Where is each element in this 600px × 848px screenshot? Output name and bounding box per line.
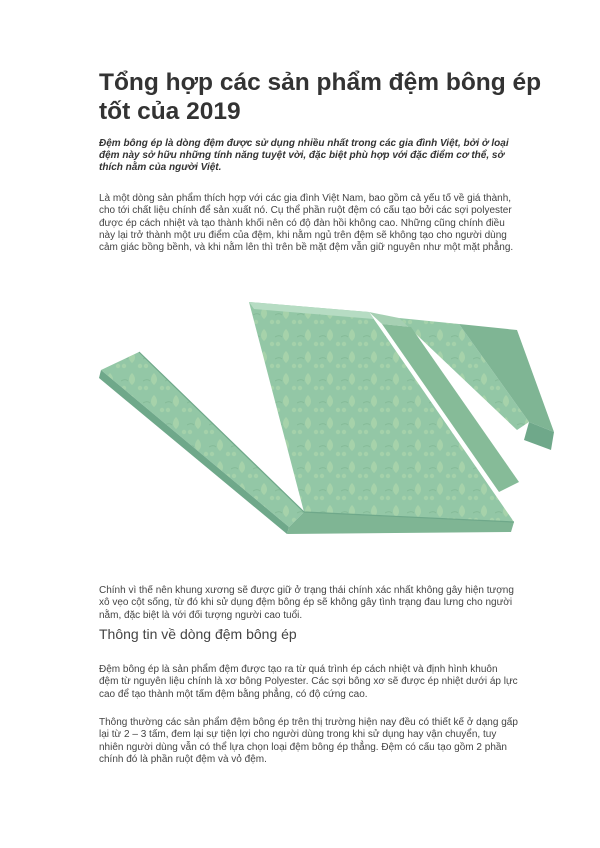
paragraph-1: Là một dòng sản phẩm thích hợp với các gia đình Việt Nam, bao gồm cả yếu tố về giá thành, cho tới chất liệu chính để sản xuất nó. Cụ thể phần ruột đệm có cấu tạo bởi các sợi polyester được ép cách nhiệt và tạo thành khối nên có độ đàn hồi không cao. Những cũng chính điều này lại trở thành một ưu điểm của đệm, khi nằm ngủ trên đệm sẽ không tạo cho người dùng cảm giác bồng bềnh, và khi nằm lên thì trên bề mặt đệm vẫn giữ nguyên như một mặt phẳng. [99, 193, 514, 254]
section-heading: Thông tin về dòng đệm bông ép [99, 626, 297, 642]
paragraph-4: Thông thường các sản phẩm đệm bông ép trên thị trường hiện nay đều có thiết kế ở dạng gấp lại từ 2 – 3 tấm, đem lại sự tiện lợi cho người dùng trong khi sử dụng hay vận chuyển, tuy nhiên người dùng vẫn có thể lựa chọn loại đệm bông ép thẳng. Đệm có cấu tạo gồm 2 phần chính đó là phần ruột đệm và vỏ đệm. [99, 717, 518, 765]
product-image [99, 282, 559, 534]
article-title: Tổng hợp các sản phẩm đệm bông ép tốt của 2019 [99, 69, 542, 125]
folded-mattress-icon [99, 282, 559, 534]
paragraph-3: Đệm bông ép là sản phẩm đệm được tạo ra từ quá trình ép cách nhiệt và định hình khuôn đệm từ nguyên liệu chính là xơ bông Polyester. Các sợi bông xơ sẽ được ép nhiệt dưới áp lực cao để tạo thành một tấm đệm bằng phẳng, có độ cứng cao. [99, 664, 518, 700]
paragraph-2: Chính vì thế nên khung xương sẽ được giữ ở trạng thái chính xác nhất không gây hiện tượng xô vẹo cột sống, từ đó khi sử dụng đệm bông ép sẽ không gây tình trạng đau lưng cho người nằm, đặc biệt là với đối tượng người cao tuổi. [99, 585, 514, 621]
article-intro: Đệm bông ép là dòng đệm được sử dụng nhiều nhất trong các gia đình Việt, bởi ở loại đệm này sở hữu những tính năng tuyệt vời, đặc biệt phù hợp với đặc điểm cơ thể, sở thích nằm của người Việt. [99, 138, 509, 173]
mattress-side-bottom [99, 370, 289, 534]
